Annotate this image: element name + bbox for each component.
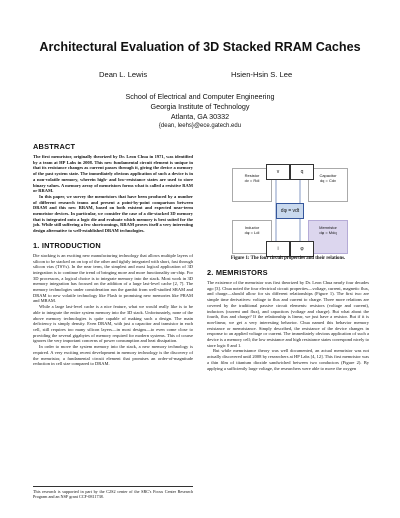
figure-caption: Figure 1: The four circuit properties and their relations.	[230, 256, 346, 261]
paper-title: Architectural Evaluation of 3D Stacked RRAM Caches	[39, 40, 361, 54]
author-1: Dean L. Lewis	[99, 70, 148, 79]
memristors-paragraph-2: But while memristance theory was well documented, an actual memristor was not actually discovered until 2008 by researchers at HP Labs [4, 12]. This first memristor was a thin film of titanium dioxide sandwiched between two conductors (Figure 2). By applying a sufficiently large voltage, the researchers were able to move the oxygen	[207, 348, 369, 371]
voltage-node: v	[266, 164, 290, 180]
intro-paragraph-2: While a large last-level cache is a nice feature, what we would really like is to be able to integrate the entire system memory into the 3D stack. Unfortunately, none of the above memory technologies is quite capable of making such a design. The main deficiency is simply density. Even DRAM, with just a capacitor and transistor in each cell, still requires too many silicon layers—in most designs—to even come close to providing the several gigabytes of memory required for modern systems. This of course ignores the very important concerns of power consumption and heat dissipation.	[33, 304, 193, 344]
right-column	[207, 268, 369, 371]
charge-node: q	[290, 164, 314, 180]
flux-node: φ	[290, 241, 314, 257]
affiliation-school: School of Electrical and Computer Engineering	[125, 92, 275, 101]
footnote	[33, 486, 193, 500]
affiliation-city: Atlanta, GA 30332	[170, 112, 230, 121]
memristors-heading: 2. MEMRISTORS	[207, 268, 268, 277]
footnote-text: This research is supported in part by the C2S2 center of the SRC's Focus Center Research Program and an NSF grant CCF-0811738.	[33, 489, 193, 500]
flux-voltage-relation: dφ = vdt	[276, 203, 304, 219]
figure-1-diagram	[218, 160, 358, 260]
abstract-paragraph-1: The first memristor, originally theorized by Dr. Leon Chua in 1971, was identified by a team at HP Labs in 2008. This new fundamental circuit element is unique in that its resistance changes as current passes through it, giving the device a memory of the past system state. The immediately obvious application of such a device is in a non-volatile memory, wherein high- and low-resistance states are used to store binary values. A memory array of memristors forms what is called a resistive RAM or RRAM.	[33, 154, 193, 194]
inductor-label: Inductor dφ = Ldi	[244, 225, 260, 235]
left-column	[33, 142, 193, 367]
intro-paragraph-3: In order to move the system memory into the stack, a new memory technology is required. A very exciting recent development in memory technology is the discovery of the memristor, a fundamental circuit element that promises an order-of-magnitude reduction in cell size compared to DRAM.	[33, 344, 193, 367]
capacitor-label: Capacitor dq = Cdv	[319, 173, 337, 183]
memristor-label: Memristor dφ = Mdq	[319, 225, 337, 235]
intro-heading: 1. INTRODUCTION	[33, 240, 101, 250]
memristors-paragraph-1: The existence of the memristor was first theorized by Dr. Leon Chua nearly four decades ago [3]. Chua noted the four electrical circuit properties—voltage, current, magnetic flux, and charge—should allow for six different relationships (Figure 1). The first two are simple time derivatives: voltage to flux and current to charge. Three more relations are covered by the traditional passive circuit elements: resistors (voltage and current), inductors (current and flux), and capacitors (voltage and charge). But what about the fourth, flux and charge? If the relationship is linear, we just have a resistor. But if it is non-linear, we get a very interesting behavior. Chua named this behavior memory resistance or memristance. Simply described, the resistance of the device changes in response to an applied voltage or current. The immediately obvious application of such a device is a memory cell; the low resistance and high resistance states correspond nicely to store logic 0 and 1.	[207, 280, 369, 348]
abstract-paragraph-2: In this paper, we survey the memristors that have been produced by a number of different research teams and present a point-by-point comparison between DRAM and this new RRAM, based on both existent and expected near-term memristor devices. In particular, we consider the case of a die-stacked 3D memory that is integrated onto a logic die and evaluate which memory is best suited for the job. While still suffering a few shortcomings, RRAM proves itself a very interesting design alternative to well-established DRAM technologies.	[33, 193, 193, 234]
resistor-label: Resistor dv = Rdi	[244, 173, 260, 183]
abstract-heading: ABSTRACT	[33, 142, 76, 151]
intro-paragraph-1: Die stacking is an exciting new manufacturing technology that allows multiple layers of silicon to be stacked on on top of the other and tightly integrated with short, fast through silicon vias (TSVs). In the near term, the simplest and most logical application of 3D integration is to continue the trend of bringing more and more functionality on-chip. For 3D processors, a logical choice is to integrate memory into the stack. Most work in 3D memory integration has focused on the addition of a large last-level cache [2, 7]. The memory technologies under consideration run the gambit from well-studied SRAM and DRAM to new volatile technology like Flash to promising new memories like PRAM and MRAM.	[33, 252, 193, 304]
author-2: Hsien-Hsin S. Lee	[231, 70, 293, 79]
affiliation-email: {dean, leehs}@ece.gatech.edu	[158, 123, 242, 129]
current-node: i	[266, 241, 290, 257]
affiliation-institute: Georgia Institute of Technology	[150, 102, 250, 111]
